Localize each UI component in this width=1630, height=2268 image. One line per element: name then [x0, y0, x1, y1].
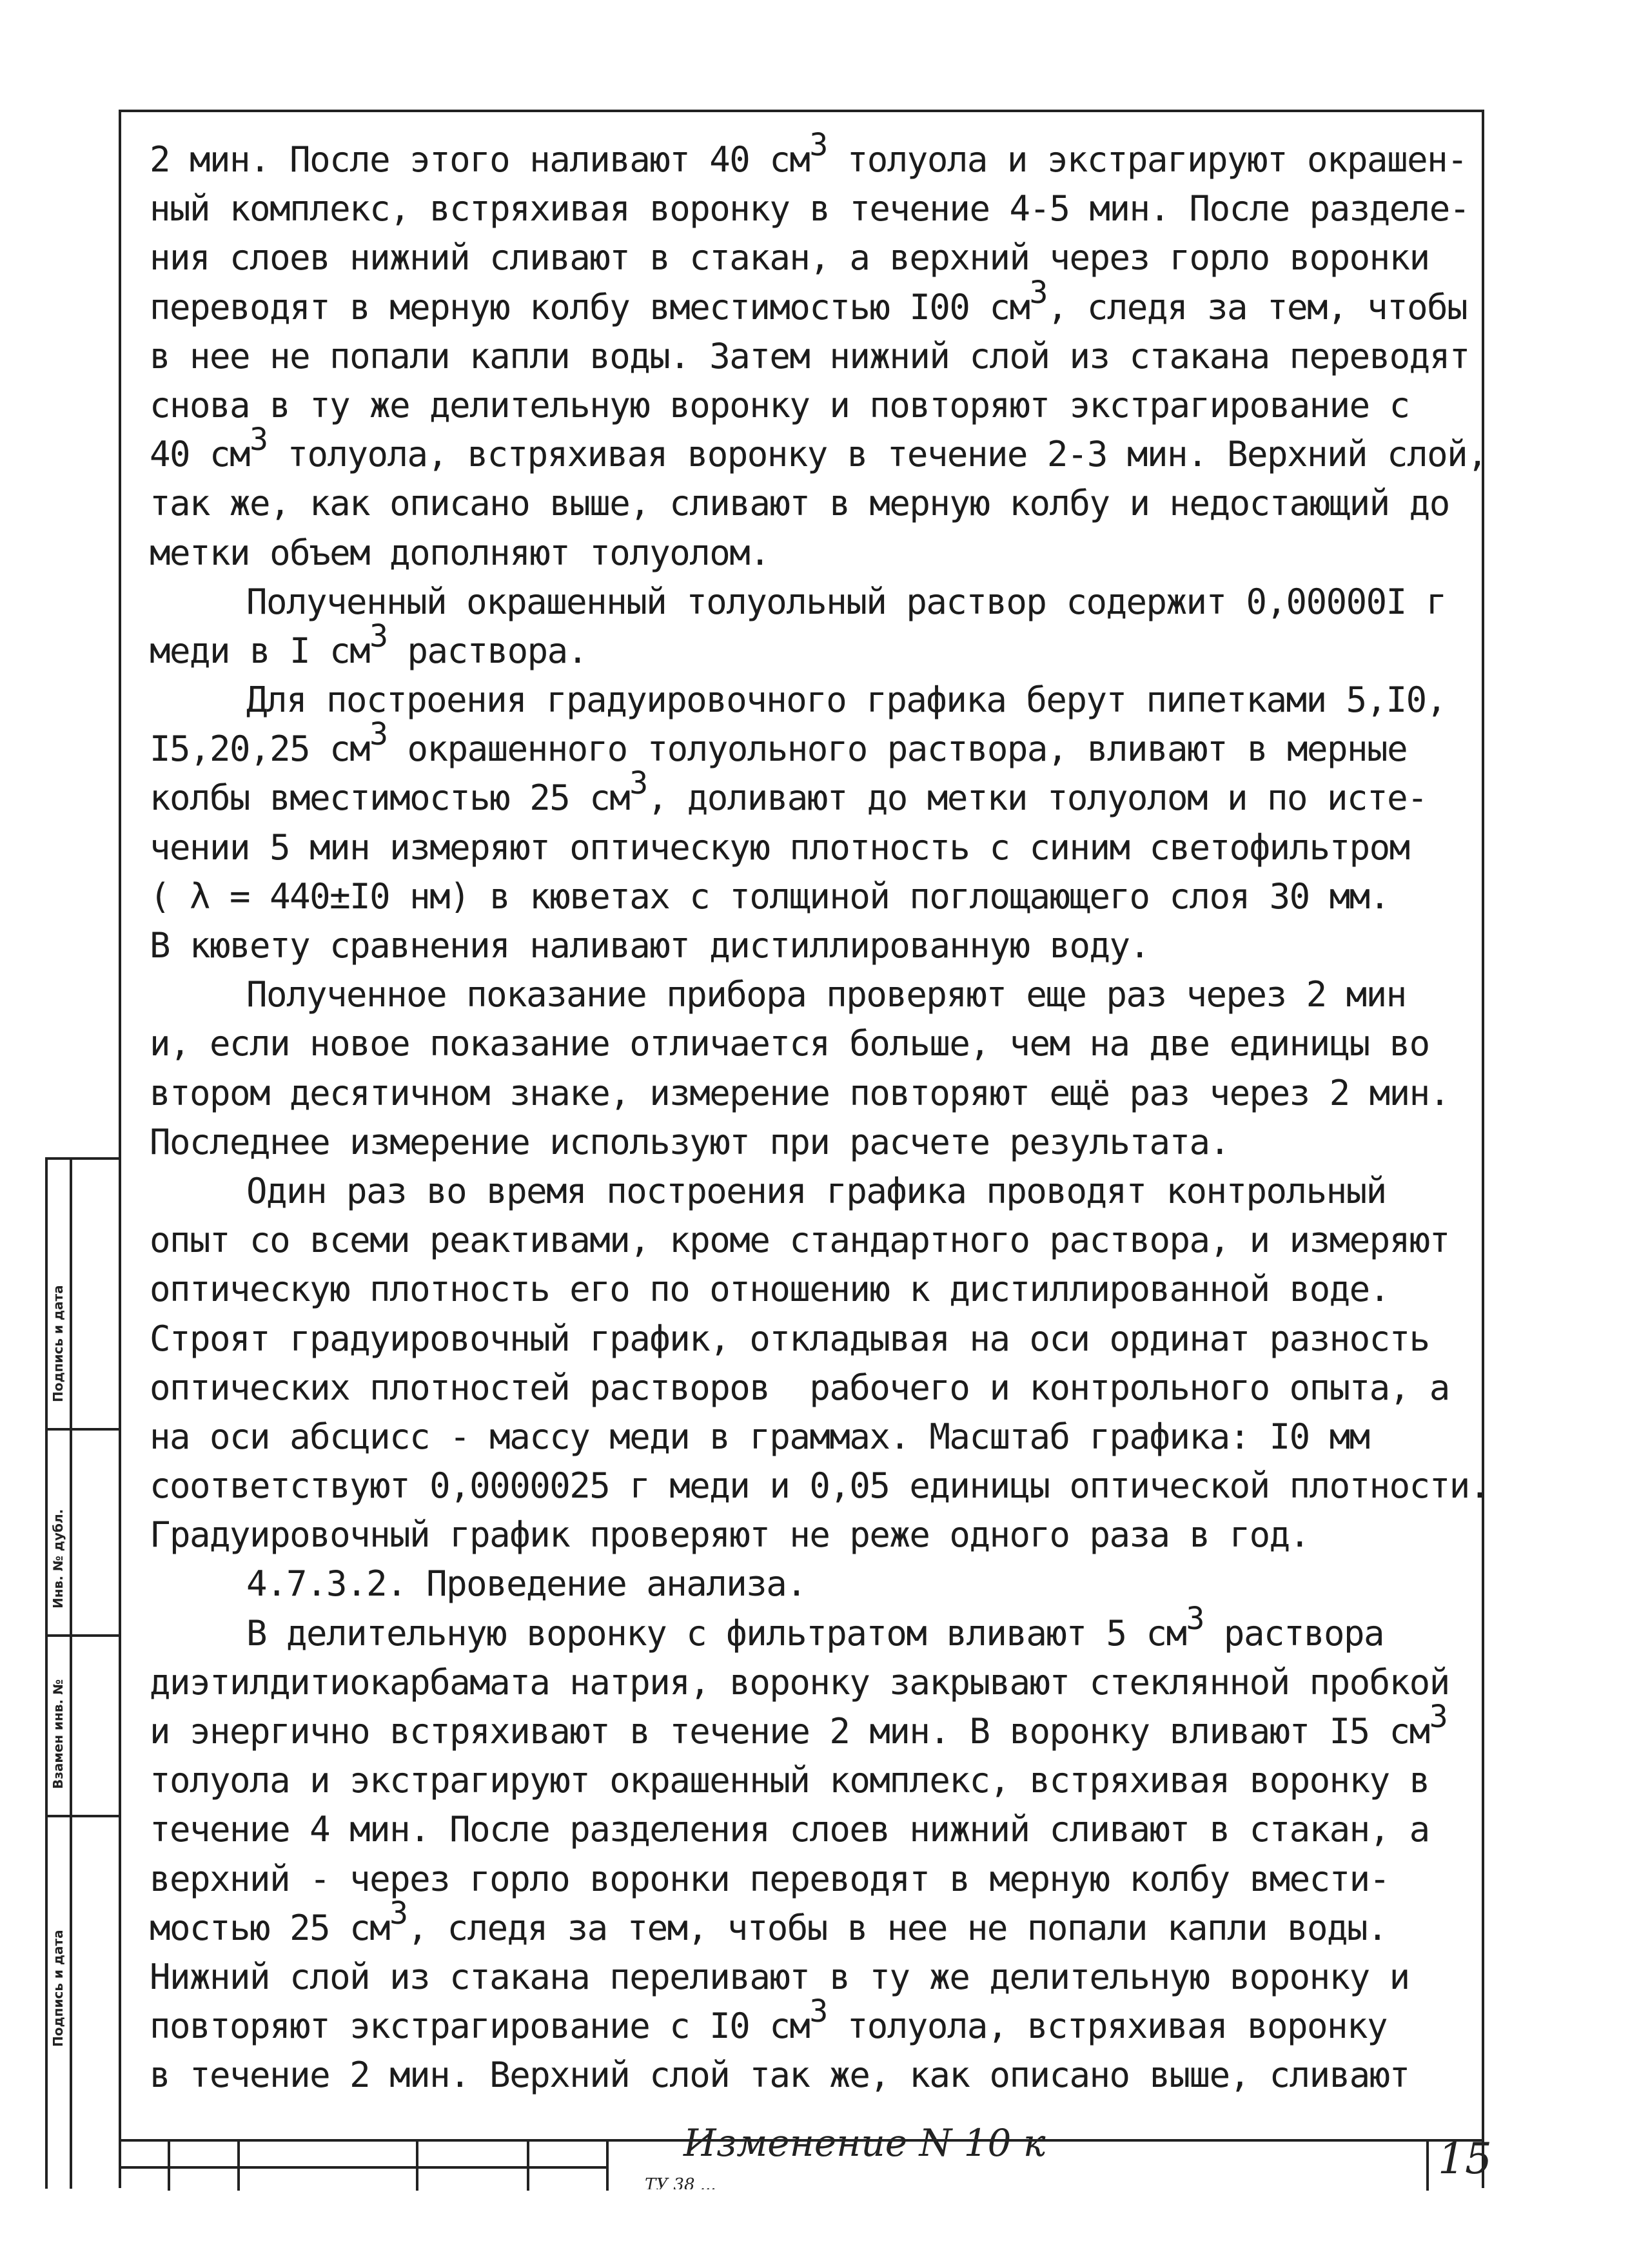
text-run: толуола, встряхивая воронку в течение 2-3 мин. Верхний слой,	[267, 434, 1488, 475]
title-block-cell	[1426, 2139, 1429, 2191]
text-line	[150, 1364, 1484, 1413]
text-line	[150, 1699, 1484, 1756]
text-run: мостью 25 см	[150, 1907, 390, 1948]
text-run: опыт со всеми реактивами, кроме стандартного раствора, и измеряют	[150, 1220, 1449, 1261]
text-line	[150, 1118, 1484, 1167]
text-line	[150, 381, 1484, 430]
text-run: 4.7.3.2. Проведение анализа.	[246, 1563, 807, 1605]
text-run: Строят градуировочный график, откладывая на оси ординат разность	[150, 1318, 1429, 1359]
margin-label-inv-no: Взамен инв. №	[50, 1679, 66, 1789]
text-line	[150, 332, 1484, 381]
text-line	[150, 1461, 1489, 1510]
text-line	[150, 127, 1484, 184]
text-run: оптических плотностей растворов рабочего и контрольного опыта, а	[150, 1367, 1449, 1408]
title-block-row-line	[119, 2166, 609, 2169]
text-line	[150, 1756, 1484, 1805]
text-line	[150, 1993, 1484, 2051]
margin-divider	[45, 1157, 119, 1160]
margin-divider	[45, 1428, 119, 1431]
text-line	[150, 970, 1484, 1019]
text-run: втором десятичном знаке, измерение повторяют ещё раз через 2 мин.	[150, 1072, 1449, 1113]
superscript: 3	[1429, 1699, 1448, 1735]
title-block-cell	[168, 2139, 170, 2191]
text-run: и, если новое показание отличается больше, чем на две единицы во	[150, 1023, 1429, 1064]
margin-label-sign-date: Подпись и дата	[50, 1285, 66, 1402]
superscript: 3	[389, 1895, 408, 1931]
text-line	[150, 422, 1488, 479]
text-run: толуола и экстрагируют окрашен-	[827, 139, 1468, 180]
margin-label-dup-no: Инв. № дубл.	[50, 1509, 66, 1608]
text-run: колбы вместимостью 25 см	[150, 777, 630, 819]
title-block-cell	[606, 2139, 609, 2191]
text-run: В кювету сравнения наливают дистиллированную воду.	[150, 925, 1150, 966]
superscript: 3	[369, 618, 388, 654]
text-run: Один раз во время построения графика проводят контрольный	[246, 1170, 1386, 1211]
text-line	[150, 529, 1484, 578]
text-run: Полученное показание прибора проверяют еще раз через 2 мин	[246, 974, 1406, 1015]
text-run: так же, как описано выше, сливают в мерную колбу и недостающий до	[150, 483, 1449, 524]
text-line	[150, 2051, 1484, 2100]
text-run: окрашенного толуольного раствора, вливают в мерные	[387, 728, 1408, 770]
text-line	[150, 1265, 1484, 1314]
text-run: , следя за тем, чтобы в нее не попали капли воды.	[407, 1907, 1388, 1948]
text-line	[150, 872, 1484, 921]
text-run: раствора.	[387, 630, 587, 671]
text-run: Полученный окрашенный толуольный раствор содержит 0,00000I г	[246, 581, 1446, 622]
text-line	[150, 1069, 1484, 1118]
text-run: в нее не попали капли воды. Затем нижний слой из стакана переводят	[150, 335, 1469, 376]
text-line	[150, 233, 1484, 282]
text-run: и энергично встряхивают в течение 2 мин. В воронку вливают I5 см	[150, 1711, 1429, 1752]
text-run: ния слоев нижний сливают в стакан, а верхний через горло воронки	[150, 237, 1429, 279]
margin-line	[45, 1157, 48, 2189]
text-run: Последнее измерение используют при расчете результата.	[150, 1121, 1230, 1162]
text-line	[150, 921, 1484, 970]
superscript: 3	[250, 422, 268, 458]
text-line	[150, 618, 1484, 676]
text-line	[150, 1510, 1484, 1559]
margin-divider	[45, 1634, 119, 1637]
text-line	[150, 479, 1484, 528]
text-line	[150, 1658, 1484, 1707]
text-line	[150, 1600, 1484, 1658]
text-run: диэтилдитиокарбамата натрия, воронку закрывают стеклянной пробкой	[150, 1661, 1449, 1703]
superscript: 3	[809, 127, 827, 163]
text-run: меди в I см	[150, 630, 370, 671]
text-line	[150, 1019, 1484, 1068]
text-line	[150, 676, 1484, 725]
text-line	[150, 1559, 1484, 1608]
text-line	[150, 1413, 1484, 1461]
text-run: I5,20,25 см	[150, 728, 370, 770]
text-line	[150, 1315, 1484, 1364]
margin-divider	[45, 1815, 119, 1817]
text-run: В делительную воронку с фильтратом вливают 5 см	[246, 1612, 1186, 1654]
superscript: 3	[1186, 1600, 1204, 1637]
text-run: 40 см	[150, 434, 250, 475]
text-line	[150, 765, 1484, 823]
text-run: Для построения градуировочного графика берут пипетками 5,I0,	[246, 679, 1446, 721]
text-run: раствора	[1203, 1612, 1384, 1654]
page-number: 15	[1438, 2134, 1492, 2184]
text-line	[150, 1805, 1484, 1854]
text-line	[150, 274, 1484, 332]
text-run: , доливают до метки толуолом и по исте-	[647, 777, 1428, 819]
margin-line	[70, 1157, 72, 2189]
text-line	[150, 823, 1484, 872]
text-run: толуола, встряхивая воронку	[827, 2006, 1388, 2047]
text-line	[150, 184, 1484, 233]
document-body	[150, 127, 1489, 2100]
superscript: 3	[809, 1993, 827, 2030]
superscript: 3	[629, 765, 647, 802]
text-run: снова в ту же делительную воронку и повторяют экстрагирование с	[150, 384, 1409, 425]
text-line	[150, 1895, 1484, 1953]
text-run: толуола и экстрагируют окрашенный комплекс, встряхивая воронку в	[150, 1760, 1429, 1801]
superscript: 3	[369, 716, 388, 753]
text-run: течение 4 мин. После разделения слоев нижний сливают в стакан, а	[150, 1809, 1429, 1850]
text-run: в течение 2 мин. Верхний слой так же, как описано выше, сливают	[150, 2055, 1409, 2096]
text-line	[150, 1216, 1484, 1265]
margin-stamp	[45, 1157, 116, 2189]
text-run: на оси абсцисс - массу меди в граммах. Масштаб графика: I0 мм	[150, 1416, 1370, 1457]
text-run: , следя за тем, чтобы	[1046, 286, 1468, 327]
text-line	[150, 1855, 1484, 1904]
title-block-cell	[237, 2139, 240, 2191]
text-run: 2 мин. После этого наливают 40 см	[150, 139, 810, 180]
text-run: Нижний слой из стакана переливают в ту же делительную воронку и	[150, 1956, 1409, 1997]
text-line	[150, 1167, 1484, 1216]
title-block-cell	[416, 2139, 418, 2191]
doc-code: ТУ 38 ...	[645, 2175, 716, 2189]
text-run: метки объем дополняют толуолом.	[150, 532, 770, 573]
margin-label-sign-date-2: Подпись и дата	[50, 1930, 66, 2047]
text-run: оптическую плотность его по отношению к дистиллированной воде.	[150, 1269, 1389, 1310]
change-note: Изменение N 10 к	[683, 2121, 1046, 2165]
text-run: Градуировочный график проверяют не реже одного раза в год.	[150, 1514, 1310, 1556]
text-run: ( λ = 440±I0 нм) в кюветах с толщиной поглощающего слоя 30 мм.	[150, 875, 1389, 917]
text-line	[150, 716, 1484, 774]
text-run: ный комплекс, встряхивая воронку в течение 4-5 мин. После разделе-	[150, 188, 1469, 230]
superscript: 3	[1029, 274, 1047, 311]
text-run: верхний - через горло воронки переводят в мерную колбу вмести-	[150, 1858, 1389, 1899]
text-line	[150, 578, 1484, 627]
text-run: соответствуют 0,0000025 г меди и 0,05 единицы оптической плотности.	[150, 1465, 1489, 1507]
text-run: переводят в мерную колбу вместимостью I00 см	[150, 286, 1030, 327]
text-run: повторяют экстрагирование с I0 см	[150, 2006, 810, 2047]
title-block-cell	[527, 2139, 529, 2191]
text-run: чении 5 мин измеряют оптическую плотность с синим светофильтром	[150, 826, 1409, 868]
